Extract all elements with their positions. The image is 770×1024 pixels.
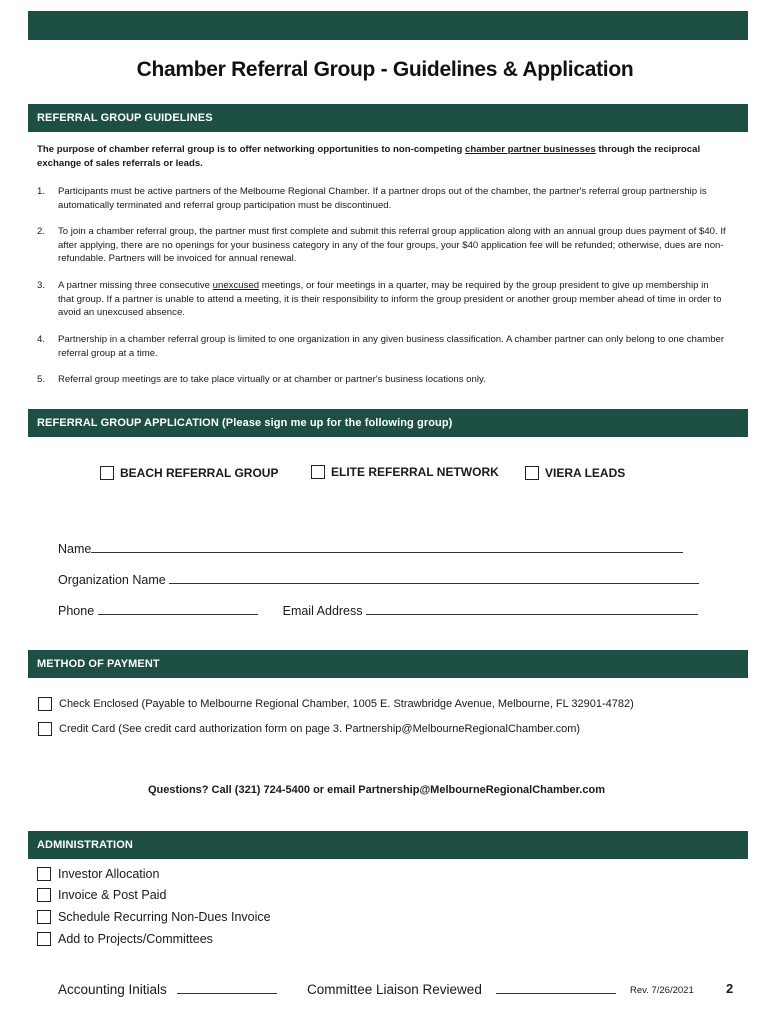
guideline-rule-4	[37, 333, 727, 360]
rule-number: 4.	[37, 334, 46, 345]
beach-group-checkbox[interactable]	[100, 466, 114, 480]
committee-liaison-field[interactable]	[496, 982, 616, 994]
organization-field[interactable]	[169, 572, 699, 584]
contact-questions: Questions? Call (321) 724-5400 or email Partnership@MelbourneRegionalChamber.com	[148, 784, 605, 796]
group-option-viera[interactable]	[525, 466, 625, 480]
email-field[interactable]	[366, 603, 698, 615]
admin-item-label: Add to Projects/Committees	[58, 932, 213, 946]
check-enclosed-checkbox[interactable]	[38, 697, 52, 711]
group-option-beach[interactable]	[100, 466, 278, 480]
name-label: Name	[58, 542, 92, 556]
rule-number: 1.	[37, 186, 46, 197]
rule-number: 5.	[37, 374, 46, 385]
group-option-label: ELITE REFERRAL NETWORK	[331, 465, 499, 479]
admin-item-investor[interactable]	[37, 867, 159, 881]
organization-label: Organization Name	[58, 573, 166, 587]
phone-field[interactable]	[98, 603, 258, 615]
rule-number: 2.	[37, 226, 46, 237]
accounting-initials-label: Accounting Initials	[58, 982, 167, 997]
projects-committees-checkbox[interactable]	[37, 932, 51, 946]
guidelines-intro	[37, 143, 727, 171]
payment-header: METHOD OF PAYMENT	[28, 650, 748, 678]
intro-text-end: through the reciprocal exchange of sales referrals or leads.	[37, 144, 701, 169]
group-option-elite[interactable]	[311, 465, 499, 479]
recurring-invoice-checkbox[interactable]	[37, 910, 51, 924]
group-option-label: BEACH REFERRAL GROUP	[120, 466, 279, 480]
page-number: 2	[726, 981, 734, 996]
page-title: Chamber Referral Group - Guidelines & Application	[136, 58, 634, 81]
rule-number: 3.	[37, 280, 46, 291]
rule-text-underlined: unexcused	[212, 280, 260, 291]
intro-text-start: The purpose of chamber referral group is to offer networking opportunities to non-competing	[37, 144, 466, 155]
application-header: REFERRAL GROUP APPLICATION (Please sign me up for the following group)	[28, 409, 748, 437]
admin-item-invoice[interactable]	[37, 888, 166, 902]
committee-liaison-label: Committee Liaison Reviewed	[307, 982, 482, 997]
credit-card-checkbox[interactable]	[38, 722, 52, 736]
organization-row	[58, 572, 699, 588]
intro-link-text: chamber partner businesses	[465, 144, 596, 155]
phone-email-row	[58, 603, 698, 619]
invoice-paid-checkbox[interactable]	[37, 888, 51, 902]
guideline-rule-5	[37, 373, 727, 387]
admin-item-label: Investor Allocation	[58, 867, 160, 881]
admin-item-label: Invoice & Post Paid	[58, 888, 167, 902]
payment-option-check[interactable]	[38, 697, 634, 711]
rule-text: Partnership in a chamber referral group is limited to one organization in any given business classification. A chamber partner can only belong to one chamber referral group at a time.	[58, 334, 725, 359]
viera-group-checkbox[interactable]	[525, 466, 539, 480]
phone-label: Phone	[58, 604, 95, 618]
rule-text: Referral group meetings are to take place virtually or at chamber or partner's business locations only.	[58, 374, 486, 385]
guidelines-header: REFERRAL GROUP GUIDELINES	[28, 104, 748, 132]
admin-item-recurring[interactable]	[37, 910, 271, 924]
rule-text: To join a chamber referral group, the partner must first complete and submit this referral group application along with an annual group dues payment of $40. If after applying, there are no openings for your business category in any of the four groups, your $40 application fee will be refunded; otherwise, dues are non-refundable. Partners will be invoiced for annual renewal.	[58, 226, 726, 264]
rule-text-end: meetings, or four meetings in a quarter, may be required by the group president to give up membership in that group. If a partner is unable to attend a meeting, it is their responsibility to inform the group president or another group member ahead of time in order to avoid an unexcused absence.	[58, 280, 722, 318]
accounting-initials-field[interactable]	[177, 982, 277, 994]
name-field[interactable]	[91, 541, 683, 553]
payment-option-credit[interactable]	[38, 722, 580, 736]
committee-liaison-row	[307, 982, 616, 997]
guideline-rule-3	[37, 279, 727, 320]
rule-text-start: A partner missing three consecutive	[58, 280, 213, 291]
guideline-rule-2	[37, 225, 727, 266]
email-label: Email Address	[282, 604, 363, 618]
top-banner	[28, 11, 748, 40]
admin-item-label: Schedule Recurring Non-Dues Invoice	[58, 910, 271, 924]
group-option-label: VIERA LEADS	[545, 466, 626, 480]
investor-allocation-checkbox[interactable]	[37, 867, 51, 881]
payment-option-label: Check Enclosed (Payable to Melbourne Regional Chamber, 1005 E. Strawbridge Avenue, Melbourne, FL 32901-4782)	[59, 698, 634, 710]
guideline-rule-1	[37, 185, 727, 212]
rule-text: Participants must be active partners of the Melbourne Regional Chamber. If a partner drops out of the chamber, the partner's referral group partnership is automatically terminated and referral group participation must be discontinued.	[58, 186, 707, 211]
admin-item-projects[interactable]	[37, 932, 213, 946]
name-row	[58, 541, 683, 557]
administration-header: ADMINISTRATION	[28, 831, 748, 859]
rule-text	[58, 279, 727, 320]
revision-date: Rev. 7/26/2021	[630, 985, 694, 996]
payment-option-label: Credit Card (See credit card authorization form on page 3. Partnership@MelbourneRegionalChamber.com)	[59, 723, 581, 735]
accounting-initials-row	[58, 982, 277, 997]
elite-group-checkbox[interactable]	[311, 465, 325, 479]
